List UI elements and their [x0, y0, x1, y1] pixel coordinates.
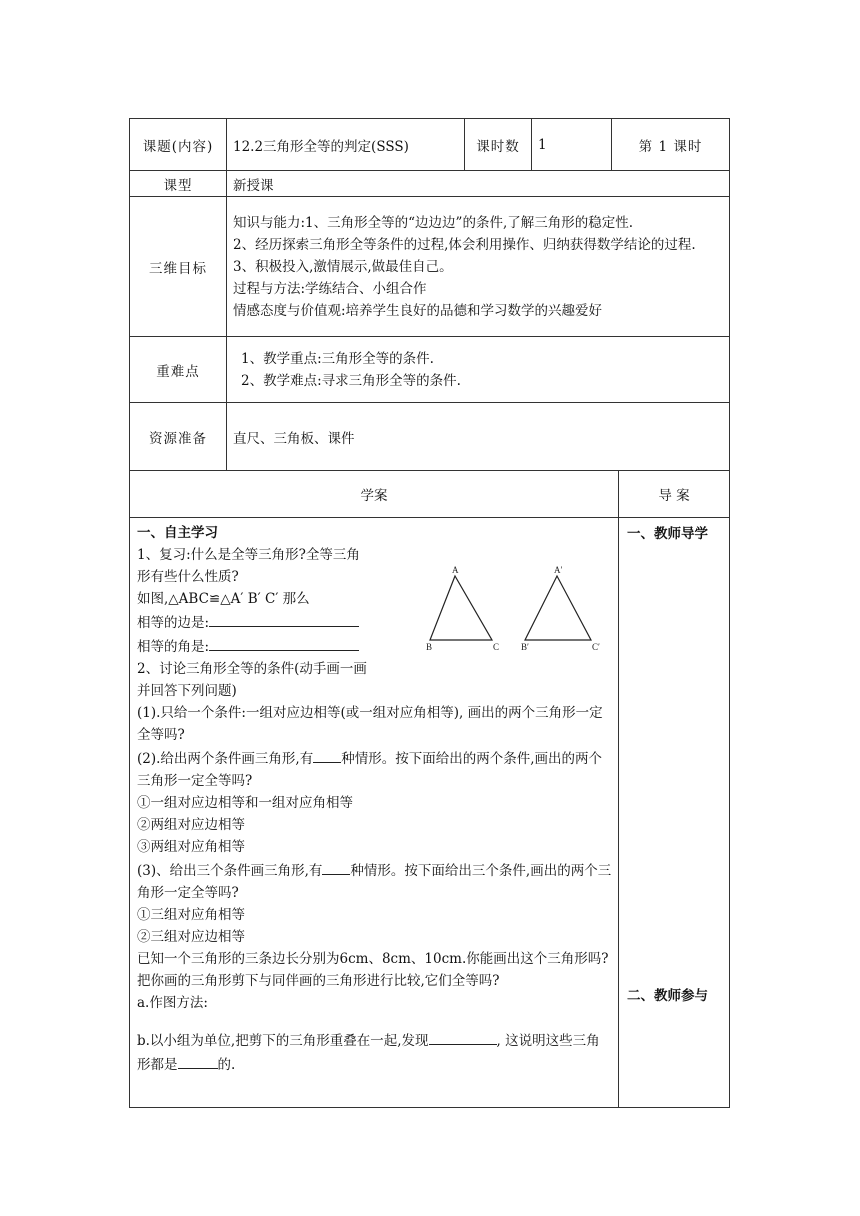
goal-line: 过程与方法:学练结合、小组合作 — [233, 280, 427, 297]
triangle-abc-prime — [525, 576, 591, 640]
key-points-label: 重难点 — [130, 337, 227, 403]
equal-sides-label: 相等的边是: — [137, 615, 210, 631]
condition-item: ②三组对应边相等 — [137, 929, 245, 945]
answer-blank[interactable] — [209, 610, 359, 627]
vertex-c-label: C — [493, 642, 500, 652]
study-plan-table — [129, 470, 730, 1108]
question-1: (1).只给一个条件:一组对应边相等(或一组对应角相等), 画出的两个三角形一定全等吗? — [137, 705, 603, 743]
vertex-c-prime-label: C′ — [592, 642, 600, 652]
discuss-line: 并回答下列问题) — [137, 683, 237, 699]
key-point-line: 2、教学难点:寻求三角形全等的条件. — [241, 372, 461, 389]
conclusion-text-cont: , 这说明这些三角形都是 — [137, 1033, 600, 1073]
guide-content — [619, 518, 730, 1108]
question-3 — [137, 858, 612, 904]
triangle-abc — [430, 576, 492, 640]
condition-item: ③两组对应角相等 — [137, 839, 245, 855]
lesson-info-table — [129, 118, 730, 471]
goals-label: 三维目标 — [130, 197, 227, 337]
guide-column-header: 导 案 — [619, 471, 730, 518]
condition-item: ②两组对应边相等 — [137, 817, 245, 833]
key-points-content — [227, 337, 730, 403]
conclusion-text: b.以小组为单位,把剪下的三角形重叠在一起,发现 — [137, 1033, 429, 1049]
vertex-b-prime-label: B′ — [521, 642, 529, 652]
answer-blank[interactable] — [209, 634, 359, 651]
conclusion-line — [137, 1028, 612, 1076]
resource-value: 直尺、三角板、课件 — [227, 403, 730, 471]
question-2-text: (2).给出两个条件画三角形,有 — [137, 751, 314, 767]
answer-blank[interactable] — [313, 746, 341, 763]
discuss-line: 2、讨论三角形全等的条件(动手画一画 — [137, 661, 367, 677]
vertex-a-label: A — [452, 565, 459, 575]
type-label: 课型 — [130, 171, 227, 197]
figure-line: 如图,△ABC≌△A′ B′ C′ 那么 — [137, 591, 310, 607]
topic-value: 12.2三角形全等的判定(SSS) — [227, 119, 465, 171]
known-problem: 已知一个三角形的三条边长分别为6cm、8cm、10cm.你能画出这个三角形吗?把你画的三角形剪下与同伴画的三角形进行比较,它们全等吗? — [137, 951, 609, 989]
review-line: 1、复习:什么是全等三角形?全等三角 — [137, 547, 360, 563]
condition-item: ①一组对应边相等和一组对应角相等 — [137, 795, 353, 811]
section-heading: 一、自主学习 — [137, 525, 218, 541]
review-line: 形有些什么性质? — [137, 569, 239, 585]
answer-blank[interactable] — [178, 1052, 218, 1069]
topic-label: 课题(内容) — [130, 119, 227, 171]
question-2-text-cont: 种情形。按下面给出的两个条件,画出的两个三角形一定全等吗? — [137, 751, 603, 789]
study-column-header: 学案 — [130, 471, 619, 518]
vertex-b-label: B — [426, 642, 433, 652]
question-2 — [137, 746, 612, 792]
method-line: a.作图方法: — [137, 995, 208, 1011]
goals-content — [227, 197, 730, 337]
answer-blank[interactable] — [429, 1028, 497, 1045]
goal-line: 2、经历探索三角形全等条件的过程,体会利用操作、归纳获得数学结论的过程. — [233, 236, 696, 253]
answer-blank[interactable] — [322, 858, 350, 875]
lesson-plan-document — [129, 118, 729, 1108]
resource-label: 资源准备 — [130, 403, 227, 471]
question-3-text-cont: 种情形。按下面给出三个条件,画出的两个三角形一定全等吗? — [137, 863, 612, 901]
key-point-line: 1、教学重点:三角形全等的条件. — [241, 350, 434, 367]
guide-heading-2: 二、教师参与 — [627, 988, 708, 1004]
period-text: 第 1 课时 — [612, 119, 730, 171]
equal-angles-label: 相等的角是: — [137, 639, 210, 655]
type-value: 新授课 — [227, 171, 730, 197]
condition-item: ①三组对应角相等 — [137, 907, 245, 923]
hours-label: 课时数 — [465, 119, 532, 171]
guide-heading-1: 一、教师导学 — [627, 526, 708, 542]
hours-value: 1 — [532, 119, 612, 171]
question-3-text: (3)、给出三个条件画三角形,有 — [137, 863, 323, 879]
vertex-a-prime-label: A′ — [554, 565, 563, 575]
goal-line: 知识与能力:1、三角形全等的“边边边”的条件,了解三角形的稳定性. — [233, 214, 634, 231]
study-content — [130, 518, 619, 1108]
goal-line: 情感态度与价值观:培养学生良好的品德和学习数学的兴趣爱好 — [233, 302, 603, 319]
conclusion-text-end: 的. — [217, 1057, 236, 1073]
goal-line: 3、积极投入,激情展示,做最佳自己。 — [233, 258, 453, 275]
congruent-triangles-figure — [420, 564, 620, 654]
spacer — [137, 1014, 612, 1028]
